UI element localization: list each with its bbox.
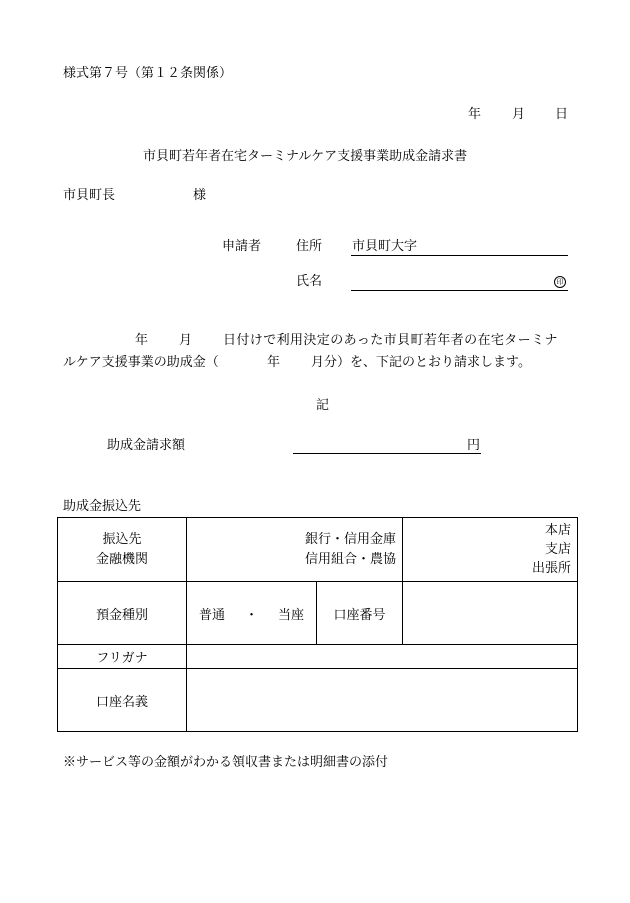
name-field-underline[interactable]: [351, 290, 568, 291]
account-number-label: 口座番号: [317, 582, 403, 645]
body-line1-year: 年: [135, 333, 149, 348]
deposit-current[interactable]: 当座: [278, 607, 305, 623]
body-line1-month: 月: [179, 333, 193, 348]
addressee-name: 市貝町長: [63, 188, 116, 203]
attachment-note: ※サービス等の金額がわかる領収書または明細書の添付: [63, 755, 389, 770]
date-year-label: 年: [468, 107, 482, 122]
furigana-label: フリガナ: [58, 645, 187, 669]
seal-mark: 印: [554, 276, 566, 288]
bank-types-2: 信用組合・農協: [305, 551, 397, 567]
furigana-field[interactable]: [187, 645, 578, 669]
institution-label-1: 振込先: [102, 531, 142, 547]
body-line1-text: 日付けで利用決定のあった市貝町若年者の在宅ターミナ: [223, 333, 558, 348]
address-value: 市貝町大字: [352, 239, 418, 254]
body-line2-text: 月分）を、下記のとおり請求します。: [311, 355, 531, 370]
form-number: 様式第７号（第１２条関係）: [63, 66, 233, 81]
institution-label-cell: [58, 518, 187, 582]
bank-transfer-table: [57, 517, 578, 732]
document-title: 市貝町若年者在宅ターミナルケア支援事業助成金請求書: [143, 149, 468, 164]
name-label: 氏名: [296, 274, 323, 289]
deposit-ordinary[interactable]: 普通: [198, 607, 225, 623]
account-name-label: 口座名義: [58, 669, 187, 732]
address-field-underline[interactable]: [351, 255, 568, 256]
address-label: 住所: [296, 239, 323, 254]
branch-3: 出張所: [532, 561, 572, 576]
request-amount-field[interactable]: [293, 453, 481, 454]
request-amount-unit: 円: [467, 438, 481, 453]
institution-label-2: 金融機関: [95, 551, 148, 567]
branch-cell[interactable]: [403, 518, 578, 582]
branch-2: 支店: [545, 542, 572, 557]
date-month-label: 月: [512, 107, 526, 122]
date-day-label: 日: [555, 107, 569, 122]
branch-1: 本店: [545, 523, 572, 538]
account-name-field[interactable]: [187, 669, 578, 732]
deposit-type-label: 預金種別: [58, 582, 187, 645]
bank-types-1: 銀行・信用金庫: [305, 531, 397, 547]
body-line2-year: 年: [267, 355, 281, 370]
transfer-heading: 助成金振込先: [63, 499, 142, 514]
body-line2-start: ルケア支援事業の助成金（: [63, 355, 219, 370]
deposit-separator: ・: [244, 607, 258, 623]
applicant-label: 申請者: [222, 239, 262, 254]
deposit-type-cell[interactable]: [187, 582, 317, 645]
account-number-field[interactable]: [403, 582, 578, 645]
addressee-honorific: 様: [193, 188, 207, 203]
bank-type-cell[interactable]: [187, 518, 403, 582]
ki-heading: 記: [316, 398, 330, 413]
request-amount-label: 助成金請求額: [107, 438, 186, 453]
